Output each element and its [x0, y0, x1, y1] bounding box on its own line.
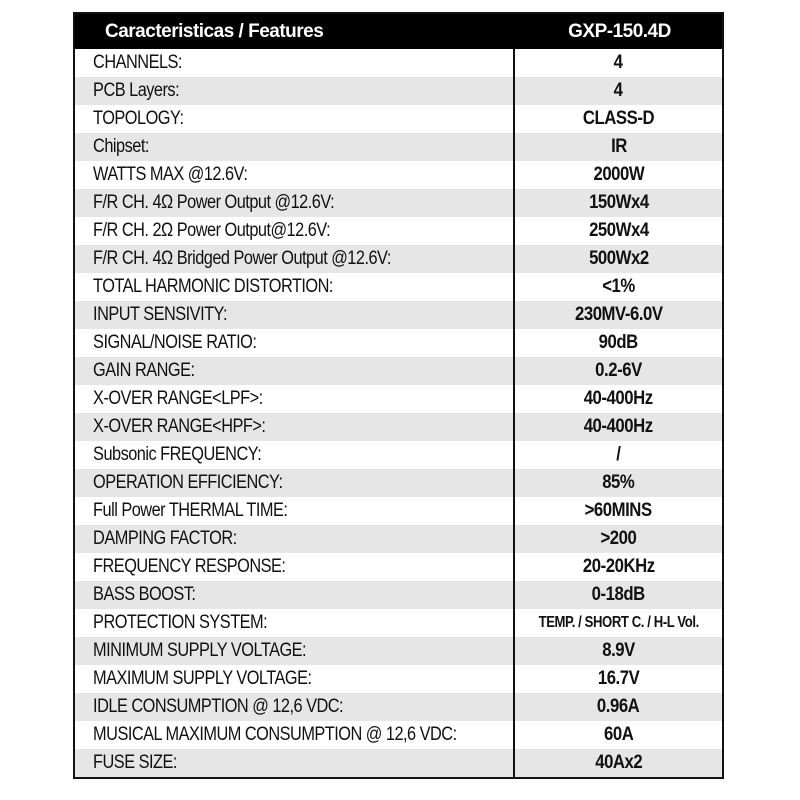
table-row	[75, 749, 722, 777]
feature-value: /	[513, 441, 722, 469]
feature-label: OPERATION EFFICIENCY:	[93, 472, 283, 493]
feature-label: MUSICAL MAXIMUM CONSUMPTION @ 12,6 VDC:	[93, 724, 457, 745]
feature-label: Subsonic FREQUENCY:	[93, 444, 262, 465]
feature-label: F/R CH. 4Ω Bridged Power Output @12.6V:	[93, 248, 391, 269]
table-row	[75, 301, 722, 329]
table-row	[75, 497, 722, 525]
table-row	[75, 441, 722, 469]
spec-table	[73, 12, 724, 779]
table-header	[75, 14, 722, 49]
table-row	[75, 693, 722, 721]
feature-value: >200	[513, 525, 722, 553]
features-column-header: Caracteristicas / Features	[105, 20, 324, 42]
feature-label: INPUT SENSIVITY:	[93, 304, 228, 325]
feature-value: CLASS-D	[513, 105, 722, 133]
feature-value: 150Wx4	[513, 189, 722, 217]
feature-label: Chipset:	[93, 136, 149, 157]
table-row	[75, 245, 722, 273]
feature-value: 0-18dB	[513, 581, 722, 609]
table-row	[75, 385, 722, 413]
feature-label: MAXIMUM SUPPLY VOLTAGE:	[93, 668, 312, 689]
table-row	[75, 721, 722, 749]
table-row	[75, 581, 722, 609]
table-row	[75, 553, 722, 581]
feature-label: F/R CH. 4Ω Power Output @12.6V:	[93, 192, 335, 213]
feature-label: BASS BOOST:	[93, 584, 196, 605]
table-body	[75, 49, 722, 777]
feature-value: 0.2-6V	[513, 357, 722, 385]
feature-value: 4	[513, 49, 722, 77]
model-column-header: GXP-150.4D	[568, 20, 671, 42]
table-row	[75, 665, 722, 693]
feature-label: WATTS MAX @12.6V:	[93, 164, 248, 185]
table-row	[75, 161, 722, 189]
feature-label: FUSE SIZE:	[93, 752, 177, 773]
feature-label: DAMPING FACTOR:	[93, 528, 237, 549]
feature-value: 60A	[513, 721, 722, 749]
table-row	[75, 609, 722, 637]
feature-label: MINIMUM SUPPLY VOLTAGE:	[93, 640, 307, 661]
table-row	[75, 133, 722, 161]
feature-value: 8.9V	[513, 637, 722, 665]
feature-value: 40-400Hz	[513, 385, 722, 413]
table-row	[75, 469, 722, 497]
feature-label: FREQUENCY RESPONSE:	[93, 556, 286, 577]
feature-value: TEMP. / SHORT C. / H-L Vol.	[513, 609, 722, 637]
feature-label: X-OVER RANGE<HPF>:	[93, 416, 266, 437]
feature-label: Full Power THERMAL TIME:	[93, 500, 288, 521]
feature-label: TOPOLOGY:	[93, 108, 184, 129]
table-row	[75, 413, 722, 441]
table-row	[75, 217, 722, 245]
feature-label: GAIN RANGE:	[93, 360, 195, 381]
feature-value: IR	[513, 133, 722, 161]
feature-label: IDLE CONSUMPTION @ 12,6 VDC:	[93, 696, 344, 717]
feature-label: F/R CH. 2Ω Power Output@12.6V:	[93, 220, 331, 241]
table-row	[75, 525, 722, 553]
feature-label: SIGNAL/NOISE RATIO:	[93, 332, 257, 353]
feature-value: 40Ax2	[513, 749, 722, 777]
feature-label: PROTECTION SYSTEM:	[93, 612, 268, 633]
feature-label: X-OVER RANGE<LPF>:	[93, 388, 263, 409]
table-row	[75, 105, 722, 133]
table-row	[75, 189, 722, 217]
table-row	[75, 637, 722, 665]
table-row	[75, 77, 722, 105]
feature-value: 85%	[513, 469, 722, 497]
feature-value: 230MV-6.0V	[513, 301, 722, 329]
table-row	[75, 273, 722, 301]
table-row	[75, 357, 722, 385]
feature-label: TOTAL HARMONIC DISTORTION:	[93, 276, 333, 297]
feature-value: 4	[513, 77, 722, 105]
feature-value: 250Wx4	[513, 217, 722, 245]
feature-value: 16.7V	[513, 665, 722, 693]
feature-value: 20-20KHz	[513, 553, 722, 581]
feature-value: 0.96A	[513, 693, 722, 721]
feature-value: <1%	[513, 273, 722, 301]
feature-value: 500Wx2	[513, 245, 722, 273]
feature-value: 40-400Hz	[513, 413, 722, 441]
table-row	[75, 329, 722, 357]
feature-label: PCB Layers:	[93, 80, 180, 101]
feature-value: 90dB	[513, 329, 722, 357]
table-row	[75, 49, 722, 77]
feature-value: >60MINS	[513, 497, 722, 525]
feature-value: 2000W	[513, 161, 722, 189]
feature-label: CHANNELS:	[93, 52, 182, 73]
